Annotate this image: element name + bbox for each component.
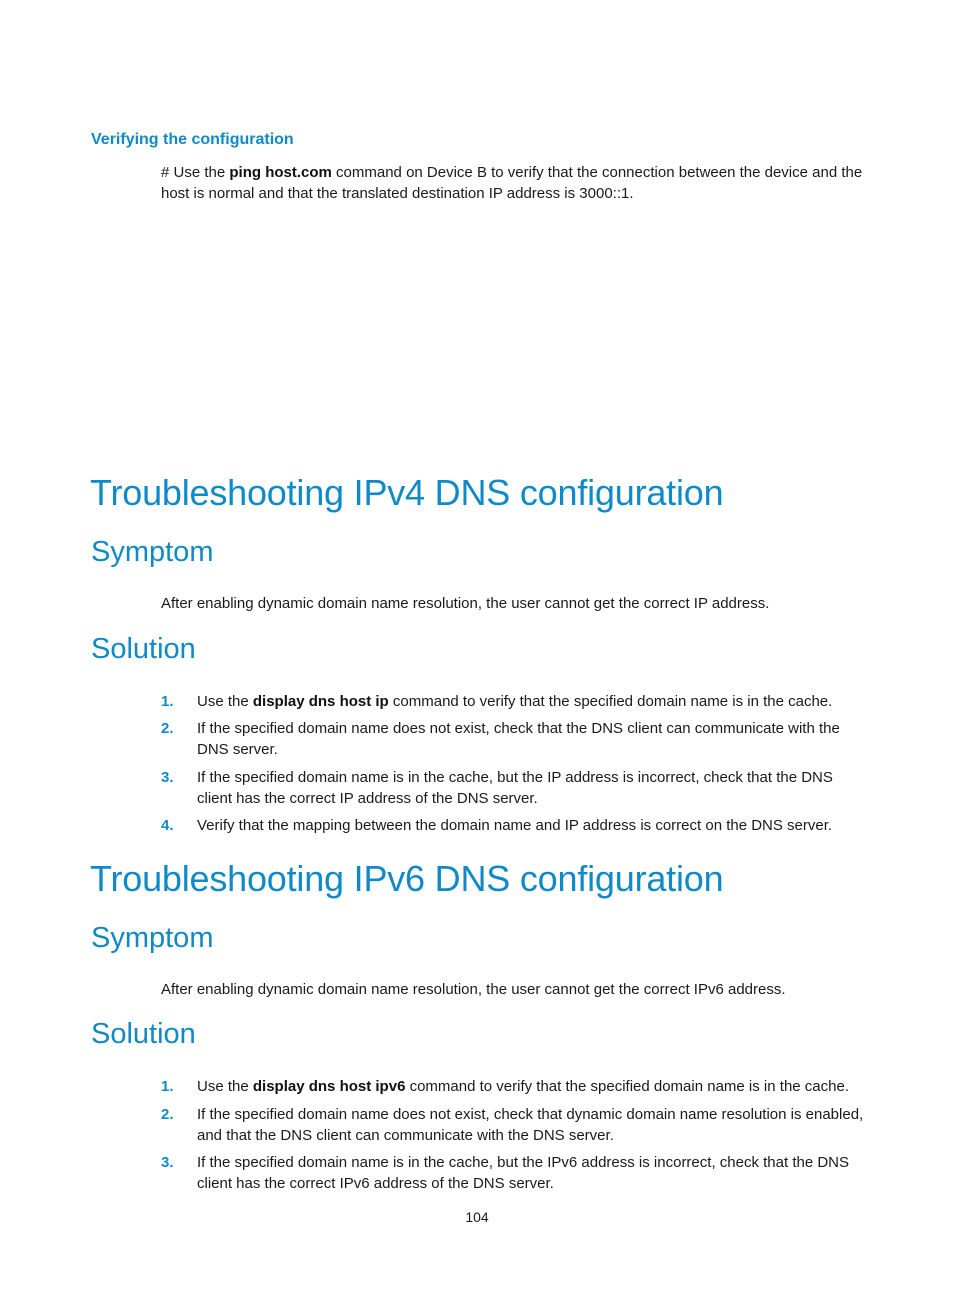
ipv4-symptom-text: After enabling dynamic domain name resolution, the user cannot get the correct IP address. bbox=[161, 595, 770, 612]
section-heading-verifying: Verifying the configuration bbox=[91, 131, 294, 148]
step-text: If the specified domain name is in the cache, but the IPv6 address is incorrect, check that the DNS client has the correct IPv6 address of the DNS server. bbox=[197, 1154, 850, 1192]
step-text: If the specified domain name does not exist, check that dynamic domain name resolution is enabled, and that the DNS client can communicate with the DNS server. bbox=[197, 1106, 864, 1144]
step-number: 2. bbox=[161, 720, 174, 737]
ipv4-symptom-heading: Symptom bbox=[91, 536, 214, 568]
verify-paragraph bbox=[161, 162, 866, 204]
step-text: If the specified domain name does not exist, check that the DNS client can communicate with the DNS server. bbox=[197, 720, 840, 758]
ipv6-symptom-text: After enabling dynamic domain name resolution, the user cannot get the correct IPv6 address. bbox=[161, 981, 786, 998]
step-command: display dns host ipv6 bbox=[252, 1078, 406, 1095]
step-text: Verify that the mapping between the domain name and IP address is correct on the DNS server. bbox=[197, 817, 833, 834]
ipv6-solution-heading: Solution bbox=[91, 1018, 196, 1050]
chapter-title-ipv4: Troubleshooting IPv4 DNS configuration bbox=[90, 472, 724, 513]
step-number: 1. bbox=[161, 693, 174, 710]
step-text: If the specified domain name is in the cache, but the IP address is incorrect, check that the DNS client has the correct IP address of the DNS server. bbox=[197, 769, 833, 807]
step-text: Use the display dns host ipv6 command to verify that the specified domain name is in the cache. bbox=[197, 1078, 849, 1095]
page-number: 104 bbox=[465, 1209, 489, 1225]
ipv4-solution-heading: Solution bbox=[91, 633, 196, 665]
step-number: 3. bbox=[161, 1154, 174, 1171]
step-text: Use the display dns host ip command to verify that the specified domain name is in the cache. bbox=[197, 693, 833, 710]
ipv6-symptom-heading: Symptom bbox=[91, 922, 214, 954]
verify-text-pre: # Use the bbox=[161, 164, 230, 181]
verify-text-post: command on Device B to verify that the connection between the device and the host is normal and that the translated destination IP address is 3000::1. bbox=[161, 164, 863, 202]
step-command: display dns host ip bbox=[252, 693, 389, 710]
verify-command: ping host.com bbox=[229, 164, 332, 181]
step-number: 1. bbox=[161, 1078, 174, 1095]
step-number: 3. bbox=[161, 769, 174, 786]
chapter-title-ipv6: Troubleshooting IPv6 DNS configuration bbox=[90, 858, 724, 899]
step-number: 4. bbox=[161, 817, 174, 834]
step-number: 2. bbox=[161, 1106, 174, 1123]
